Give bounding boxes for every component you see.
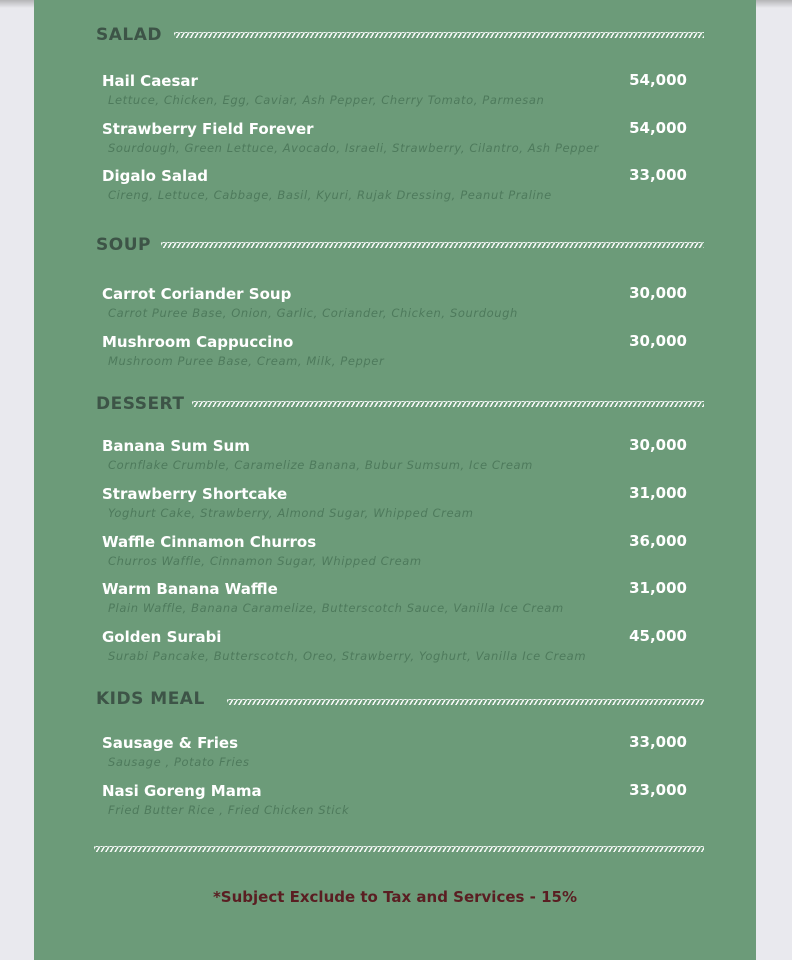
- decorative-divider: [161, 242, 704, 248]
- item-price: 33,000: [629, 781, 687, 799]
- item-price: 54,000: [629, 71, 687, 89]
- item-description: Yoghurt Cake, Strawberry, Almond Sugar, Whipped Cream: [108, 506, 474, 520]
- item-price: 45,000: [629, 627, 687, 645]
- tax-footnote: *Subject Exclude to Tax and Services - 15%: [212, 888, 578, 906]
- item-name: Strawberry Field Forever: [102, 120, 314, 138]
- item-name: Mushroom Cappuccino: [102, 333, 294, 351]
- section-title: SOUP: [96, 235, 151, 255]
- section-title: SALAD: [96, 25, 163, 45]
- decorative-divider: [174, 32, 704, 38]
- decorative-divider: [227, 699, 704, 705]
- item-description: Mushroom Puree Base, Cream, Milk, Pepper: [108, 354, 385, 368]
- menu-page: [34, 0, 756, 960]
- decorative-divider: [192, 401, 704, 407]
- item-price: 36,000: [629, 532, 687, 550]
- section-title: KIDS MEAL: [96, 689, 205, 709]
- section-header-kids-meal: [96, 687, 205, 711]
- item-price: 30,000: [629, 436, 687, 454]
- item-price: 33,000: [629, 733, 687, 751]
- item-price: 31,000: [629, 579, 687, 597]
- item-price: 30,000: [629, 284, 687, 302]
- item-name: Hail Caesar: [102, 72, 198, 90]
- item-name: Nasi Goreng Mama: [102, 782, 262, 800]
- item-description: Surabi Pancake, Butterscotch, Oreo, Strawberry, Yoghurt, Vanilla Ice Cream: [108, 649, 587, 663]
- item-price: 31,000: [629, 484, 687, 502]
- decorative-divider: [94, 846, 704, 852]
- item-price: 30,000: [629, 332, 687, 350]
- item-description: Carrot Puree Base, Onion, Garlic, Coriander, Chicken, Sourdough: [108, 306, 518, 320]
- section-title: DESSERT: [96, 394, 185, 414]
- item-description: Lettuce, Chicken, Egg, Caviar, Ash Pepper, Cherry Tomato, Parmesan: [108, 93, 545, 107]
- item-name: Strawberry Shortcake: [102, 485, 288, 503]
- item-description: Sourdough, Green Lettuce, Avocado, Israeli, Strawberry, Cilantro, Ash Pepper: [108, 141, 599, 155]
- item-price: 33,000: [629, 166, 687, 184]
- item-description: Churros Waffle, Cinnamon Sugar, Whipped Cream: [108, 554, 422, 568]
- item-description: Cornflake Crumble, Caramelize Banana, Bubur Sumsum, Ice Cream: [108, 458, 533, 472]
- item-description: Fried Butter Rice , Fried Chicken Stick: [108, 803, 350, 817]
- item-name: Sausage & Fries: [102, 734, 239, 752]
- item-name: Waffle Cinnamon Churros: [102, 533, 317, 551]
- item-price: 54,000: [629, 119, 687, 137]
- section-header-soup: [96, 233, 151, 257]
- item-name: Digalo Salad: [102, 167, 209, 185]
- item-name: Warm Banana Waffle: [102, 580, 278, 598]
- item-name: Carrot Coriander Soup: [102, 285, 292, 303]
- item-name: Golden Surabi: [102, 628, 222, 646]
- item-description: Cireng, Lettuce, Cabbage, Basil, Kyuri, Rujak Dressing, Peanut Praline: [108, 188, 552, 202]
- item-name: Banana Sum Sum: [102, 437, 250, 455]
- item-description: Plain Waffle, Banana Caramelize, Butterscotch Sauce, Vanilla Ice Cream: [108, 601, 564, 615]
- section-header-salad: [96, 23, 162, 47]
- section-header-dessert: [96, 392, 184, 416]
- item-description: Sausage , Potato Fries: [108, 755, 250, 769]
